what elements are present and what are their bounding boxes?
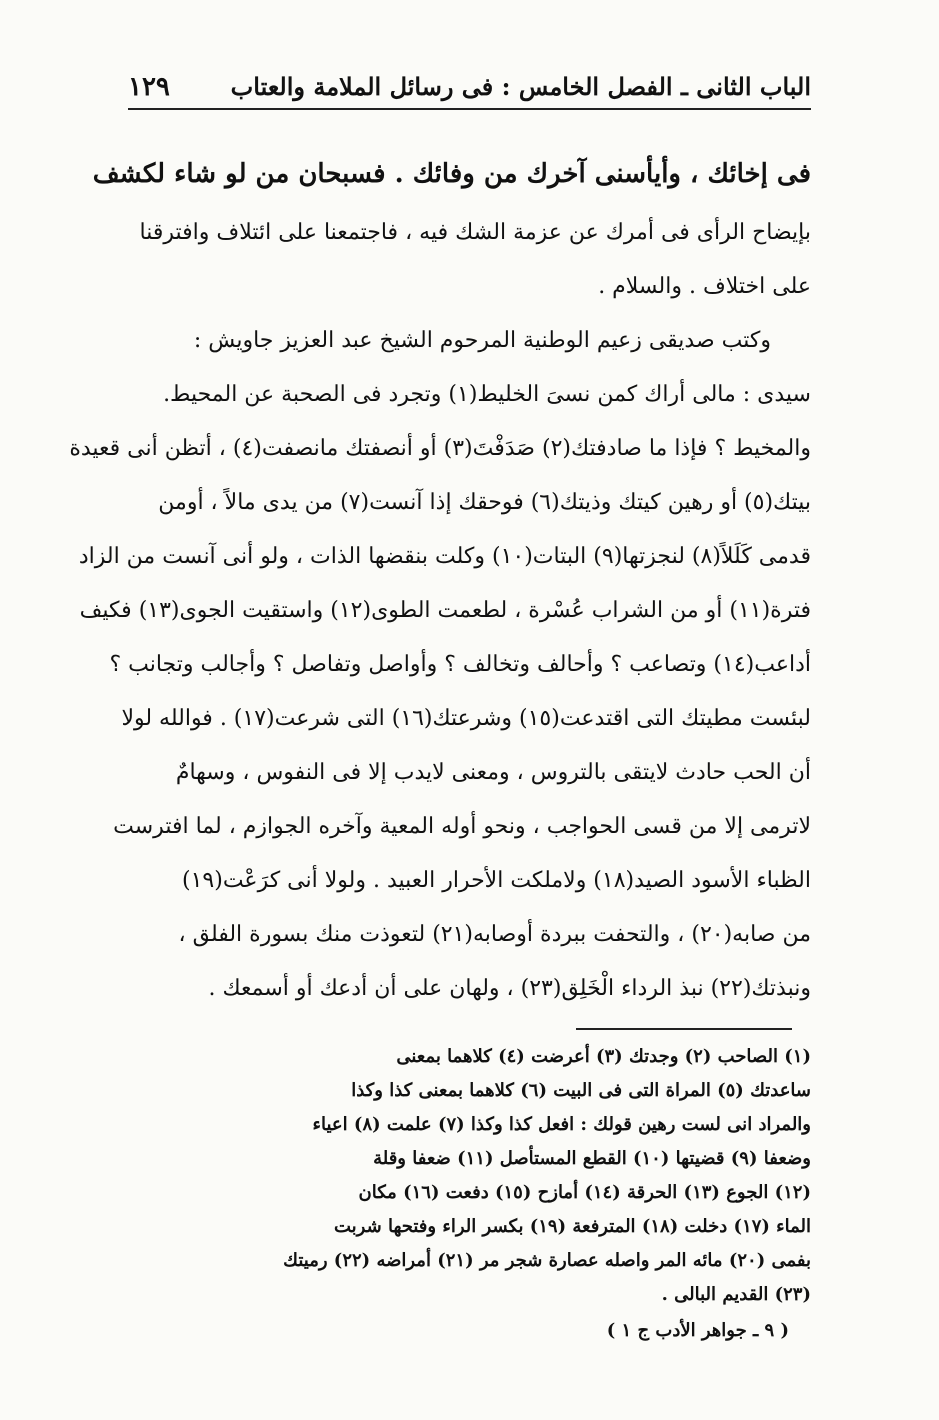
text-line: الظباء الأسود الصيد(١٨) ولاملكت الأحرار العبيد . ولولا أنى كرَعْت(١٩) (182, 868, 811, 893)
text-line: قدمى كَلَلاً(٨) لنجزتها(٩) البتات(١٠) وكلت بنقضها الذات ، ولو أنى آنست من الزاد (78, 544, 811, 569)
footnote-line: ساعدتك (٥) المراة التى فى البيت (٦) كلاهما بمعنى كذا وكذا (351, 1080, 811, 1101)
text-line: بإيضاح الرأى فى أمرك عن عزمة الشك فيه ، فاجتمعنا على ائتلاف وافترقنا (139, 220, 811, 245)
text-line: فى إخائك ، وأيأسنى آخرك من وفائك . فسبحان من لو شاء لكشف (92, 159, 811, 189)
text-line: فترة(١١) أو من الشراب عُسْرة ، لطعمت الطوى(١٢) واستقيت الجوى(١٣) فكيف (79, 598, 811, 623)
footnote-divider (576, 1028, 792, 1030)
text-line: لاترمى إلا من قسى الحواجب ، ونحو أوله المعية وآخره الجوازم ، لما افترست (113, 814, 811, 839)
text-line: أداعب(١٤) وتصاعب ؟ وأحالف وتخالف ؟ وأواصل وتفاصل ؟ وأجالب وتجانب ؟ (109, 652, 811, 677)
text-line: سيدى : مالى أراك كمن نسىَ الخليط(١) وتجرد فى الصحبة عن المحيط. (163, 382, 811, 407)
signature-mark: ( ٩ ـ جواهر الأدب ج ١ ) (606, 1320, 789, 1341)
footnote-line: وضعفا (٩) قضيتها (١٠) القطع المستأصل (١١) ضعفا وقلة (373, 1148, 811, 1169)
text-line: بيتك(٥) أو رهين كيتك وذيتك(٦) فوحقك إذا آنست(٧) من يدى مالاً ، أومن (158, 490, 811, 515)
header-divider (128, 108, 811, 110)
footnote-line: بفمى (٢٠) مائه المر واصله عصارة شجر مر (٢١) أمراضه (٢٢) رميتك (283, 1250, 811, 1271)
chapter-title: الباب الثانى ـ الفصل الخامس : فى رسائل الملامة والعتاب (230, 72, 811, 101)
page-number: ١٢٩ (128, 72, 170, 102)
footnote-line: الماء (١٧) دخلت (١٨) المترفعة (١٩) بكسر الراء وفتحها شربت (334, 1216, 811, 1237)
text-line: ونبذتك(٢٢) نبذ الرداء الْخَلِق(٢٣) ، ولهان على أن أدعك أو أسمعك . (208, 976, 811, 1001)
text-line: وكتب صديقى زعيم الوطنية المرحوم الشيخ عبد العزيز جاويش : (193, 328, 771, 353)
running-header (128, 72, 811, 108)
text-line: من صابه(٢٠) ، والتحفت ببردة أوصابه(٢١) لتعوذت منك بسورة الفلق ، (178, 922, 811, 947)
main-text (69, 142, 811, 1016)
text-line: أن الحب حادث لايتقى بالتروس ، ومعنى لايدب إلا فى النفوس ، وسهامٌ (175, 760, 811, 785)
text-line: والمخيط ؟ فإذا ما صادفتك(٢) صَدَفْتَ(٣) أو أنصفتك مانصفت(٤) ، أتظن أنى قعيدة (69, 436, 811, 461)
footnotes (128, 1040, 811, 1312)
footnote-line: والمراد انى لست رهين قولك : افعل كذا وكذا (٧) علمت (٨) اعياء (312, 1114, 811, 1135)
footnote-line: (١٢) الجوع (١٣) الحرقة (١٤) أمازح (١٥) دفعت (١٦) مكان (358, 1182, 811, 1203)
text-line: على اختلاف . والسلام . (598, 274, 811, 299)
footnote-line: (٢٣) القديم البالى . (661, 1284, 811, 1305)
text-line: لبئست مطيتك التى اقتدعت(١٥) وشرعتك(١٦) التى شرعت(١٧) . فوالله لولا (121, 706, 811, 731)
footnote-line: (١) الصاحب (٢) وجدتك (٣) أعرضت (٤) كلاهما بمعنى (396, 1046, 811, 1067)
